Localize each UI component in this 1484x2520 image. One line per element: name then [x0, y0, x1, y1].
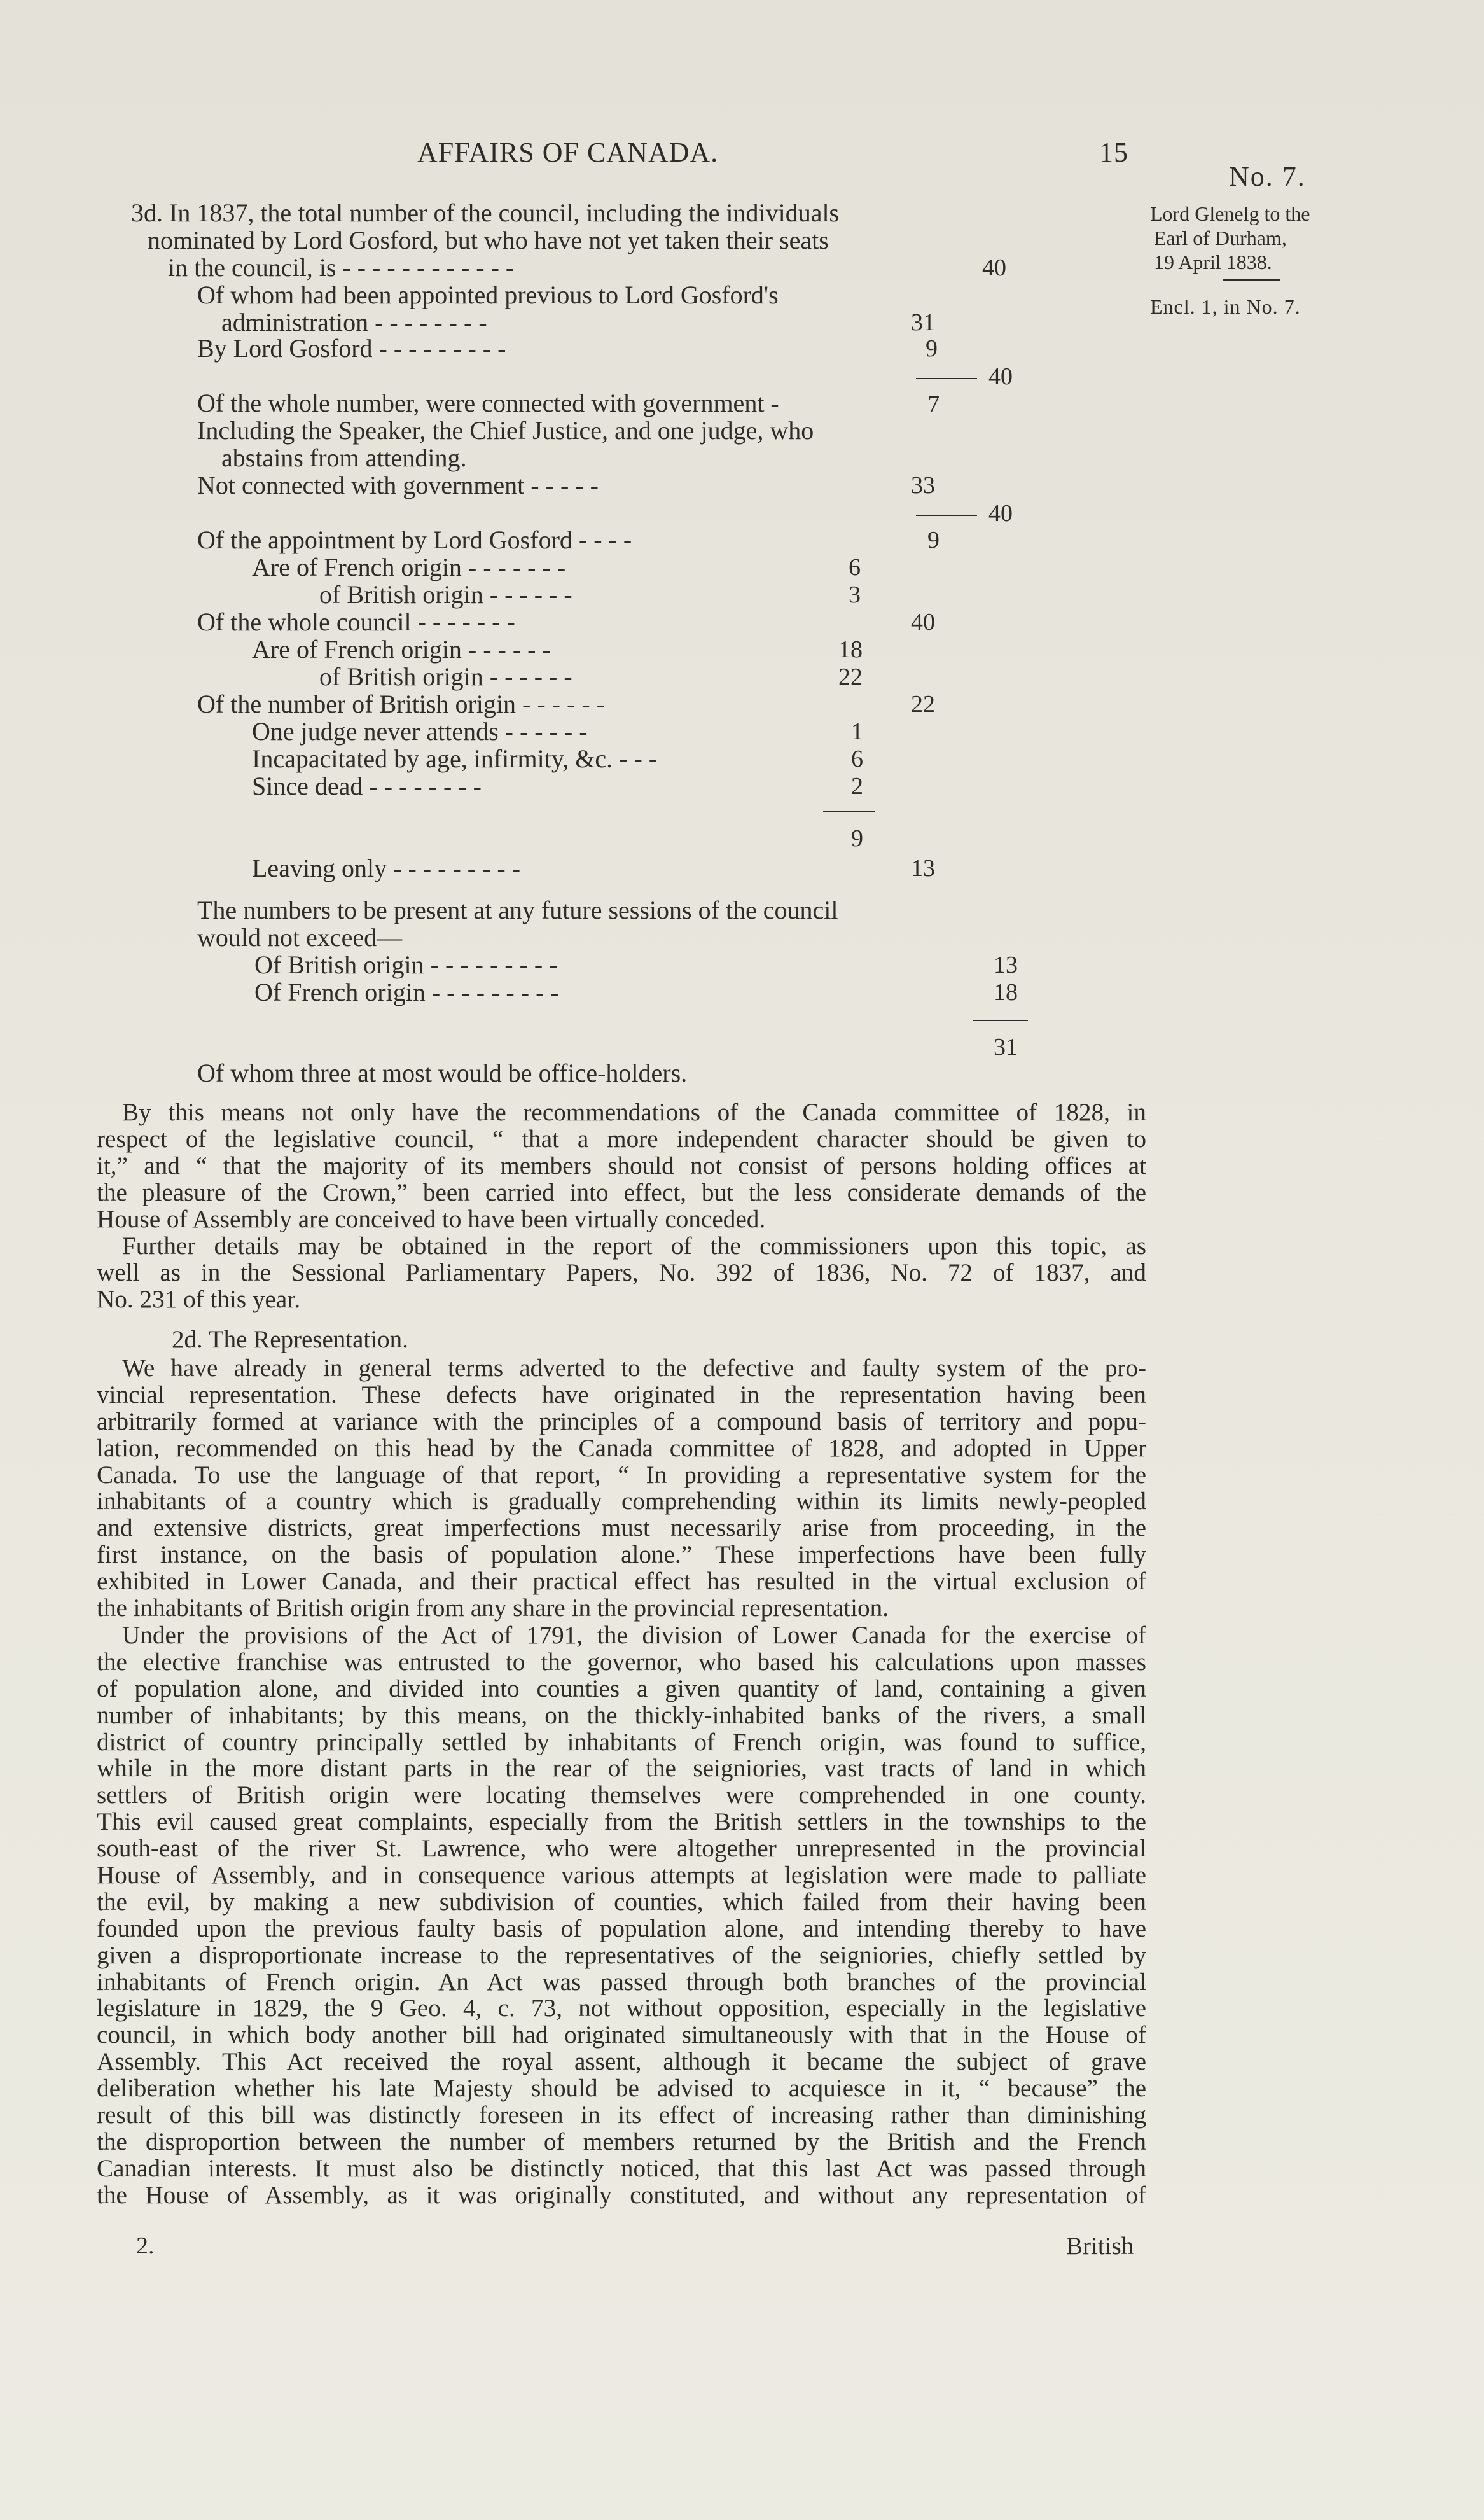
- text-line: legislature in 1829, the 9 Geo. 4, c. 73, not without opposition, especially in the legislative: [97, 1995, 1146, 2022]
- text-line: We have already in general terms adverted to the defective and faulty system of the pro-: [122, 1355, 1146, 1382]
- text-line: Assembly. This Act received the royal assent, although it became the subject of grave: [97, 2049, 1146, 2076]
- text-line: given a disproportionate increase to the representatives of the seigniories, chiefly settled by: [97, 1942, 1146, 1969]
- sidebar-divider: [1223, 279, 1280, 281]
- section-heading: 2d. The Representation.: [172, 1326, 408, 1353]
- not-connected-value: 33: [911, 472, 935, 499]
- text-line: the inhabitants of British origin from any share in the provincial representation.: [97, 1595, 889, 1622]
- intro-line: in the council, is - - - - - - - - - - - -: [168, 253, 515, 282]
- text-line: House of Assembly are conceived to have been virtually conceded.: [97, 1206, 766, 1233]
- text-line: the disproportion between the number of members returned by the British and the French: [97, 2128, 1146, 2155]
- document-number: No. 7.: [1229, 161, 1306, 192]
- g-british-label: of British origin - - - - - -: [319, 580, 572, 609]
- text-line: number of inhabitants; by this means, on the thickly-inhabited banks of the rivers, a small: [97, 1702, 1146, 1729]
- judge-value: 1: [851, 718, 863, 745]
- text-line: inhabitants of French origin. An Act was passed through both branches of the provincial: [97, 1968, 1146, 1996]
- leaving-value: 13: [911, 855, 935, 882]
- subtotal-1: 40: [988, 363, 1013, 390]
- text-line: and extensive districts, great imperfections must necessarily arise from proceeding, in the: [97, 1515, 1146, 1542]
- text-line: deliberation whether his late Majesty should be advised to acquiesce in it, “ because” the: [97, 2075, 1146, 2103]
- w-french-label: Are of French origin - - - - - -: [252, 635, 551, 664]
- paragraph-act-of-1791: [97, 1622, 1146, 2209]
- future-british-label: Of British origin - - - - - - - - -: [254, 950, 558, 979]
- g-british-value: 3: [849, 581, 861, 608]
- text-line: By this means not only have the recommendations of the Canada committee of 1828, in: [122, 1099, 1146, 1126]
- text-line: Under the provisions of the Act of 1791, the division of Lower Canada for the exercise of: [122, 1622, 1146, 1649]
- british-number-label: Of the number of British origin - - - - - -: [197, 690, 605, 718]
- subtotal-rule: [916, 378, 977, 379]
- incapacitated-label: Incapacitated by age, infirmity, &c. - - -: [252, 744, 658, 773]
- text-line: respect of the legislative council, “ that a more independent character should be given to: [97, 1125, 1146, 1153]
- intro-line: 3d. In 1837, the total number of the council, including the individuals: [131, 198, 840, 227]
- subtotal-rule: [916, 515, 977, 516]
- text-line: the elective franchise was entrusted to the governor, who based his calculations upon masses: [97, 1648, 1146, 1676]
- w-british-value: 22: [838, 664, 863, 690]
- letter-line: 19 April 1838.: [1154, 251, 1272, 274]
- by-gosford-value: 9: [926, 335, 938, 362]
- text-line: This evil caused great complaints, especially from the British settlers in the townships to the: [97, 1809, 1146, 1836]
- gosford-appointment-label: Of the appointment by Lord Gosford - - - -: [197, 526, 632, 554]
- signature-mark: 2.: [136, 2232, 155, 2259]
- page-number: 15: [1099, 137, 1128, 168]
- office-holders-note: Of whom three at most would be office-holders.: [197, 1059, 688, 1087]
- text-line: Canadian interests. It must also be distinctly noticed, that this last Act was passed through: [97, 2155, 1146, 2182]
- text-line: Canada. To use the language of that report, “ In providing a representative system for the: [97, 1461, 1146, 1489]
- future-rule: [973, 1020, 1028, 1021]
- deduct-total: 9: [851, 825, 863, 852]
- text-line: the House of Assembly, as it was originally constituted, and without any representation of: [97, 2182, 1146, 2209]
- catchword: British: [1066, 2232, 1134, 2260]
- intro-total: 40: [982, 254, 1006, 281]
- judge-label: One judge never attends - - - - - -: [252, 717, 588, 746]
- gosford-appointment-value: 9: [927, 527, 940, 553]
- future-line: The numbers to be present at any future sessions of the council: [197, 896, 838, 924]
- text-line: council, in which body another bill had originated simultaneously with that in the House of: [97, 2022, 1146, 2049]
- future-french-value: 18: [994, 979, 1018, 1006]
- not-connected-label: Not connected with government - - - - -: [197, 471, 599, 499]
- text-line: Further details may be obtained in the report of the commissioners upon this topic, as: [122, 1233, 1146, 1260]
- text-line: the pleasure of the Crown,” been carried into effect, but the less considerate demands of the: [97, 1179, 1146, 1206]
- future-total: 31: [994, 1034, 1018, 1061]
- by-gosford-label: By Lord Gosford - - - - - - - - -: [197, 334, 506, 363]
- letter-line: Lord Glenelg to the: [1150, 202, 1310, 225]
- running-title: AFFAIRS OF CANADA.: [417, 137, 719, 168]
- future-british-value: 13: [994, 952, 1018, 978]
- text-line: of population alone, and divided into counties a given quantity of land, containing a given: [97, 1675, 1146, 1702]
- text-line: the evil, by making a new subdivision of counties, which failed from their having been: [97, 1888, 1146, 1916]
- paragraph-representation: [97, 1355, 1146, 1622]
- g-french-label: Are of French origin - - - - - - -: [252, 553, 566, 581]
- appointed-line: administration - - - - - - - -: [221, 308, 487, 337]
- text-line: it,” and “ that the majority of its members should not consist of persons holding offices at: [97, 1152, 1146, 1180]
- text-line: No. 231 of this year.: [97, 1286, 300, 1313]
- w-french-value: 18: [838, 636, 863, 663]
- text-line: first instance, on the basis of population alone.” These imperfections have been fully: [97, 1542, 1146, 1569]
- paragraph-recommendations: [97, 1099, 1146, 1232]
- text-line: lation, recommended on this head by the Canada committee of 1828, and adopted in Upper: [97, 1435, 1146, 1462]
- leaving-label: Leaving only - - - - - - - - -: [252, 854, 521, 882]
- paragraph-further-details: [97, 1233, 1146, 1313]
- connected-label: Of the whole number, were connected with government -: [197, 389, 779, 417]
- whole-council-value: 40: [911, 609, 935, 636]
- text-line: well as in the Sessional Parliamentary Papers, No. 392 of 1836, No. 72 of 1837, and: [97, 1259, 1146, 1286]
- appointed-line: Of whom had been appointed previous to Lord Gosford's: [197, 281, 779, 309]
- deduct-rule: [823, 811, 875, 812]
- enclosure-note: Encl. 1, in No. 7.: [1150, 295, 1301, 318]
- text-line: south-east of the river St. Lawrence, who were altogether unrepresented in the provincial: [97, 1835, 1146, 1863]
- dead-value: 2: [851, 773, 863, 800]
- dead-label: Since dead - - - - - - - -: [252, 772, 482, 800]
- whole-council-label: Of the whole council - - - - - - -: [197, 608, 515, 636]
- text-line: founded upon the previous faulty basis of population alone, and intending thereby to have: [97, 1915, 1146, 1942]
- including-line: Including the Speaker, the Chief Justice, and one judge, who: [197, 416, 814, 445]
- text-line: district of country principally settled by inhabitants of French origin, was found to suffice,: [97, 1729, 1146, 1756]
- text-line: arbitrarily formed at variance with the principles of a compound basis of territory and popu-: [97, 1408, 1146, 1435]
- text-line: vincial representation. These defects have originated in the representation having been: [97, 1381, 1146, 1409]
- margin-note: [1150, 160, 1341, 319]
- future-french-label: Of French origin - - - - - - - - -: [254, 978, 559, 1006]
- text-line: settlers of British origin were locating themselves were comprehended in one county.: [97, 1782, 1146, 1809]
- text-line: House of Assembly, and in consequence various attempts at legislation were made to palliate: [97, 1862, 1146, 1889]
- g-french-value: 6: [849, 554, 861, 581]
- british-number-value: 22: [911, 691, 935, 718]
- subtotal-2: 40: [988, 500, 1013, 527]
- future-line: would not exceed—: [197, 923, 403, 952]
- incapacitated-value: 6: [851, 746, 863, 772]
- letter-line: Earl of Durham,: [1154, 226, 1287, 249]
- text-line: exhibited in Lower Canada, and their practical effect has resulted in the virtual exclusion of: [97, 1568, 1146, 1596]
- w-british-label: of British origin - - - - - -: [319, 662, 572, 691]
- including-line: abstains from attending.: [221, 443, 467, 472]
- text-line: while in the more distant parts in the rear of the seigniories, vast tracts of land in which: [97, 1755, 1146, 1783]
- text-line: inhabitants of a country which is gradually comprehending within its limits newly-peopled: [97, 1488, 1146, 1515]
- intro-line: nominated by Lord Gosford, but who have not yet taken their seats: [148, 226, 829, 254]
- appointed-value: 31: [911, 309, 935, 336]
- connected-value: 7: [927, 391, 940, 418]
- text-line: result of this bill was distinctly foreseen in its effect of increasing rather than diminishing: [97, 2102, 1146, 2129]
